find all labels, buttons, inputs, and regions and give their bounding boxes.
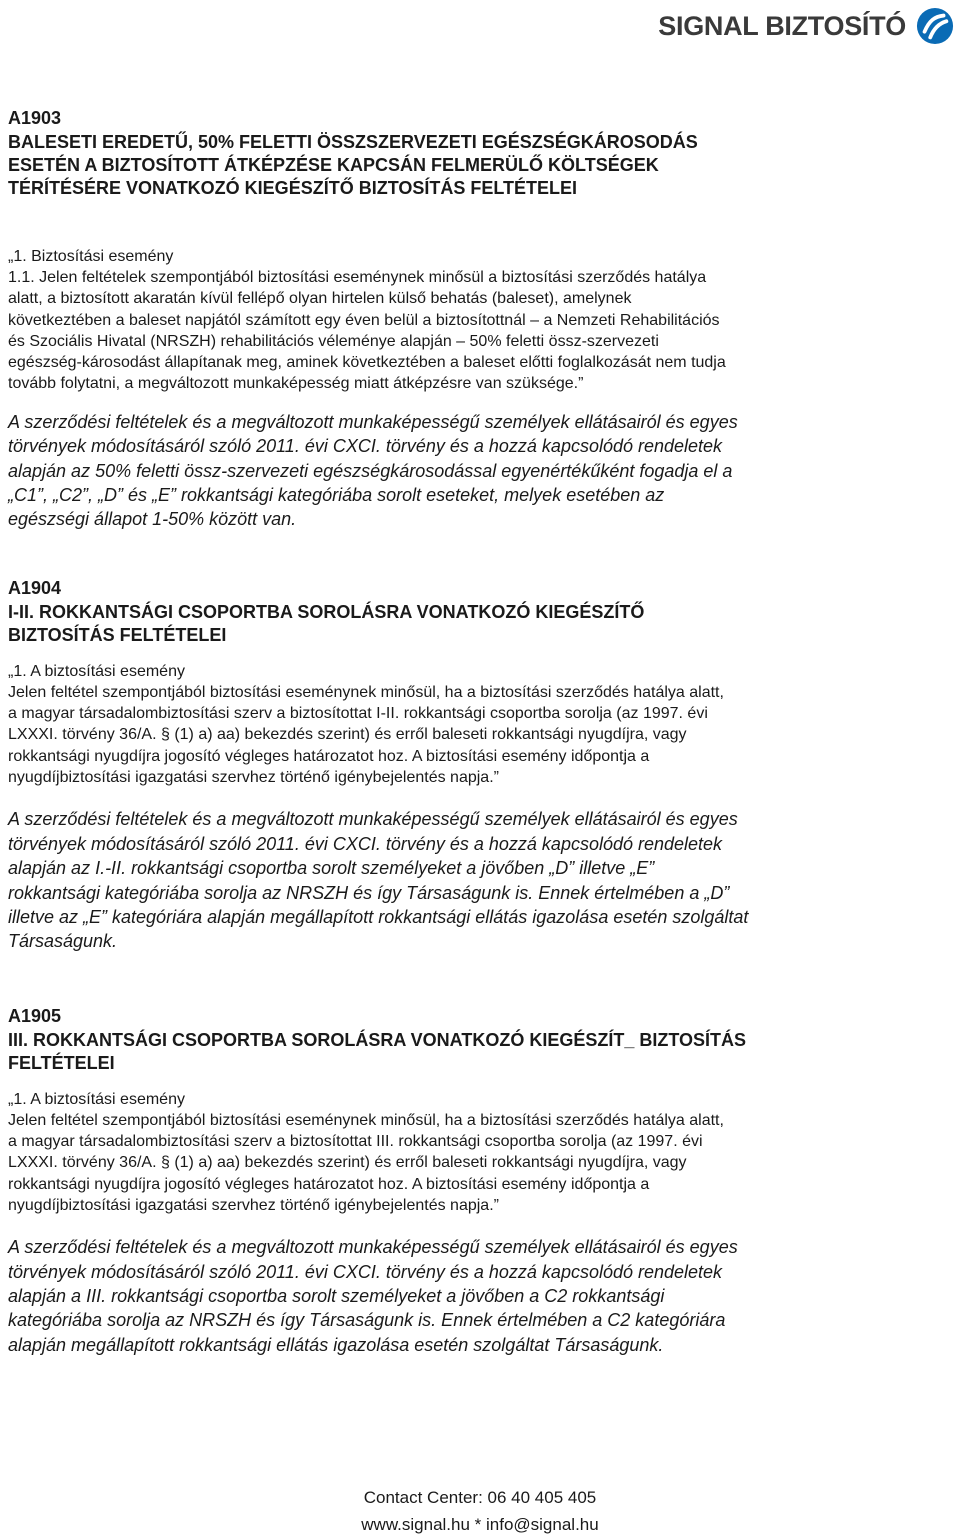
footer-contact: Contact Center: 06 40 405 405 — [363, 1488, 597, 1507]
body-line: egészség-károsodást állapítanak meg, aminek következtében a baleset előtti foglalkozását nem tudja — [8, 354, 726, 372]
body-line: rokkantsági nyugdíjra jogosító végleges határozatot hoz. A biztosítási esemény időpontja a — [8, 1175, 650, 1193]
body-line: Jelen feltétel szempontjából biztosítási eseménynek minősül, ha a biztosítási szerződés hatálya alatt, — [8, 1111, 724, 1129]
note-line: Társaságunk. — [8, 931, 118, 952]
note-line: törvények módosításáról szóló 2011. évi CXCI. törvény és a hozzá kapcsolódó rendeletek — [8, 1261, 723, 1282]
body-line: a magyar társadalombiztosítási szerv a biztosítottat III. rokkantsági csoportba sorolja (az 1997. évi — [8, 1133, 703, 1151]
note-line: rokkantsági kategóriába sorolja az NRSZH és így Társaságunk is. Ennek értelmében a „D” — [8, 882, 730, 903]
body-line: és Szociális Hivatal (NRSZH) rehabilitációs véleménye alapján – 50% feletti össz-szervezeti — [8, 332, 659, 350]
body-line: LXXXI. törvény 36/A. § (1) a) aa) bekezdés szerint) és erről baleseti rokkantsági nyugdíjra, vagy — [8, 726, 687, 744]
section-title-line: ESETÉN A BIZTOSÍTOTT ÁTKÉPZÉSE KAPCSÁN FELMERÜLŐ KÖLTSÉGEK — [8, 155, 659, 175]
body-line: nyugdíjbiztosítási igazgatási szervhez történő igénybejelentés napja.” — [8, 769, 499, 786]
section-note — [8, 1235, 952, 1357]
section-body — [8, 682, 952, 788]
note-line: törvények módosításáról szóló 2011. évi CXCI. törvény és a hozzá kapcsolódó rendeletek — [8, 436, 723, 457]
footer-web[interactable]: www.signal.hu * info@signal.hu — [361, 1515, 599, 1534]
section-a1904 — [8, 576, 952, 954]
note-line: kategóriába sorolja az NRSZH és így Társaságunk is. Ennek értelmében a C2 kategóriára — [8, 1310, 726, 1331]
body-line: rokkantsági nyugdíjra jogosító végleges határozatot hoz. A biztosítási esemény időpontja a — [8, 747, 650, 765]
section-title-line: TÉRÍTÉSÉRE VONATKOZÓ KIEGÉSZÍTŐ BIZTOSÍTÁS FELTÉTELEI — [8, 178, 578, 198]
section-title-line: BIZTOSÍTÁS FELTÉTELEI — [8, 624, 227, 645]
body-line: Jelen feltétel szempontjából biztosítási eseménynek minősül, ha a biztosítási szerződés hatálya alatt, — [8, 683, 724, 701]
header-logo — [658, 4, 954, 48]
section-subheading: „1. A biztosítási esemény — [8, 1090, 185, 1108]
document-body — [8, 106, 952, 1357]
section-title-line: III. ROKKANTSÁGI CSOPORTBA SOROLÁSRA VONATKOZÓ KIEGÉSZÍT_ BIZTOSÍTÁS — [8, 1029, 747, 1050]
section-note — [8, 410, 952, 532]
body-line: alatt, a biztosított akaratán kívül fellépő olyan hirtelen külső behatás (baleset), amelynek — [8, 290, 632, 308]
note-line: A szerződési feltételek és a megváltozott munkaképességű személyek ellátásairól és egyes — [8, 809, 738, 830]
section-title — [8, 1029, 952, 1075]
note-line: törvények módosításáról szóló 2011. évi CXCI. törvény és a hozzá kapcsolódó rendeletek — [8, 833, 723, 854]
section-title-line: FELTÉTELEI — [8, 1052, 115, 1073]
note-line: alapján megállapított rokkantsági ellátás igazolása esetén szolgáltat Társaságunk. — [8, 1334, 664, 1355]
section-title — [8, 601, 952, 647]
note-line: A szerződési feltételek és a megváltozott munkaképességű személyek ellátásairól és egyes — [8, 1237, 738, 1258]
section-title — [8, 131, 952, 200]
note-line: „C1”, „C2”, „D” és „E” rokkantsági kategóriába sorolt eseteket, melyek esetében az — [8, 485, 665, 505]
section-subheading: „1. A biztosítási esemény — [8, 662, 185, 680]
section-code: A1905 — [8, 1005, 62, 1026]
logo-text: SIGNAL BIZTOSÍTÓ — [658, 10, 906, 41]
section-body — [8, 1110, 952, 1216]
body-line: 1.1. Jelen feltételek szempontjából biztosítási eseménynek minősül a biztosítási szerződés hatálya — [8, 269, 707, 286]
body-line: következtében a baleset napjától számított egy éven belül a biztosítottnál – a Nemzeti Rehabilitációs — [8, 311, 720, 329]
section-subheading: „1. Biztosítási esemény — [8, 248, 174, 265]
note-line: alapján az 50% feletti össz-szervezeti egészségkárosodással egyenértékűként fogadja el a — [8, 460, 733, 481]
note-line: alapján a III. rokkantsági csoportba sorolt személyeket a jövőben a C2 rokkantsági — [8, 1286, 665, 1307]
signal-logo-icon — [916, 7, 954, 45]
section-body — [8, 267, 952, 395]
note-line: illetve az „E” kategóriára alapján megállapított rokkantsági ellátás igazolása esetén szolgáltat — [8, 906, 749, 927]
body-line: a magyar társadalombiztosítási szerv a biztosítottat I-II. rokkantsági csoportba sorolja (az 1997. évi — [8, 705, 708, 723]
section-a1903 — [8, 106, 952, 532]
note-line: alapján az I.-II. rokkantsági csoportba sorolt személyeket a jövőben „D” illetve „E” — [8, 858, 655, 879]
body-line: nyugdíjbiztosítási igazgatási szervhez történő igénybejelentés napja.” — [8, 1196, 499, 1214]
body-line: tovább folytatni, a megváltozott munkaképesség miatt átképzésre van szüksége.” — [8, 375, 584, 393]
section-code: A1904 — [8, 577, 62, 598]
section-a1905 — [8, 1004, 952, 1358]
note-line: A szerződési feltételek és a megváltozott munkaképességű személyek ellátásairól és egyes — [8, 411, 738, 432]
note-line: egészségi állapot 1-50% között van. — [8, 509, 297, 530]
section-title-line: BALESETI EREDETŰ, 50% FELETTI ÖSSZSZERVEZETI EGÉSZSÉGKÁROSODÁS — [8, 132, 698, 152]
body-line: LXXXI. törvény 36/A. § (1) a) aa) bekezdés szerint) és erről baleseti rokkantsági nyugdíjra, vagy — [8, 1154, 687, 1172]
section-code: A1903 — [8, 108, 62, 128]
section-title-line: I-II. ROKKANTSÁGI CSOPORTBA SOROLÁSRA VONATKOZÓ KIEGÉSZÍTŐ — [8, 601, 645, 622]
section-note — [8, 807, 952, 953]
